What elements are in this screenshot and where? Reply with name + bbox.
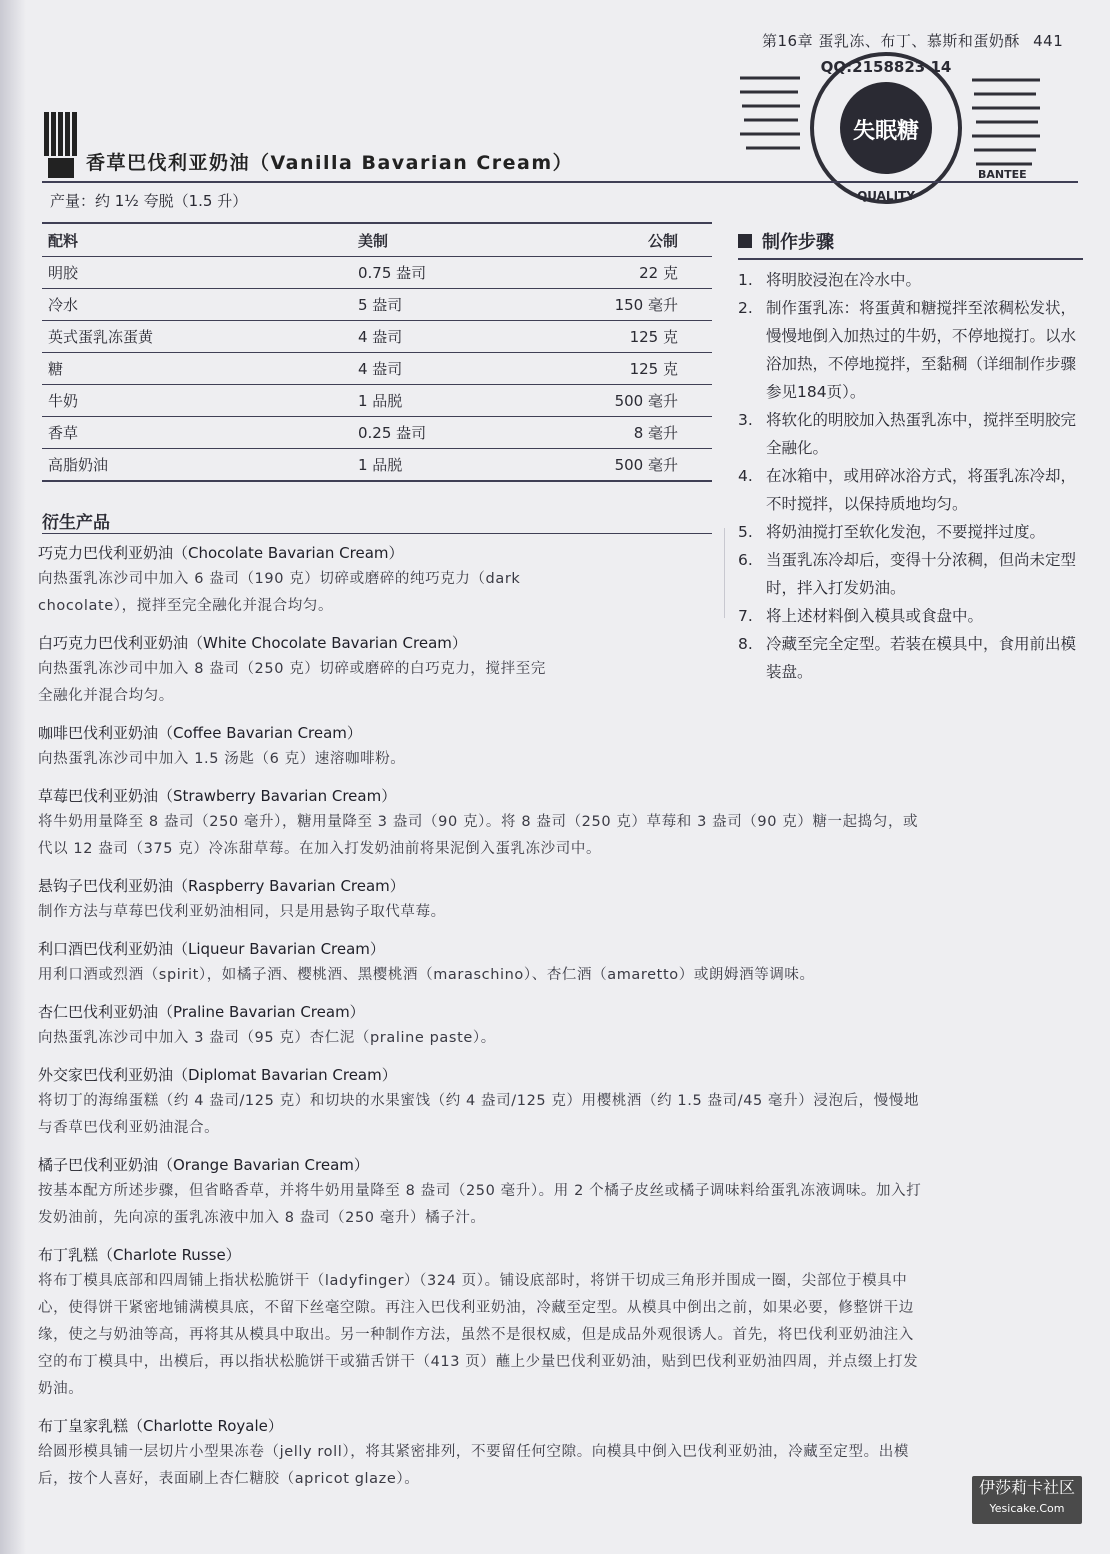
- table-row: [42, 449, 712, 480]
- watermark-line-1: 伊莎莉卡社区: [978, 1478, 1075, 1497]
- procedure-step: [738, 406, 1083, 462]
- square-bullet-icon: [738, 234, 752, 248]
- chef-hat-icon: [42, 112, 82, 180]
- variation-description: 将牛奶用量降至 8 盎司（250 毫升），糖用量降至 3 盎司（90 克）。将 8 盎司（250 克）草莓和 3 盎司（90 克）糖一起捣匀，或代以 12 盎司（375 克）冷冻甜草莓。在加入打发奶油前将果泥倒入蛋乳冻沙司中。: [38, 814, 919, 857]
- variation-title: 橘子巴伐利亚奶油（Orange Bavarian Cream）: [38, 1156, 369, 1174]
- variations-rule: [42, 533, 712, 534]
- variation-item: [38, 783, 928, 863]
- procedure-step: [738, 294, 1083, 406]
- variation-description: 将切丁的海绵蛋糕（约 4 盎司/125 克）和切块的水果蜜饯（约 4 盎司/125 克）用樱桃酒（约 1.5 盎司/45 毫升）浸泡后，慢慢地与香草巴伐利亚奶油混合。: [38, 1093, 920, 1136]
- step-number: 1.: [738, 271, 753, 289]
- variation-title: 巧克力巴伐利亚奶油（Chocolate Bavarian Cream）: [38, 544, 404, 562]
- us-measure: 0.75 盎司: [358, 264, 427, 282]
- metric-measure: 125 克: [629, 360, 678, 378]
- table-row: [42, 289, 712, 321]
- page-number: 441: [1033, 32, 1064, 50]
- procedure-heading-text: 制作步骤: [762, 232, 834, 253]
- variation-item: [38, 873, 928, 926]
- step-text: 将上述材料倒入模具或食盘中。: [766, 607, 984, 625]
- variation-title: 白巧克力巴伐利亚奶油（White Chocolate Bavarian Cream）: [38, 634, 467, 652]
- step-number: 8.: [738, 635, 753, 653]
- variation-title: 外交家巴伐利亚奶油（Diplomat Bavarian Cream）: [38, 1066, 397, 1084]
- variation-description: 给圆形模具铺一层切片小型果冻卷（jelly roll），将其紧密排列，不要留任何空隙。向模具中倒入巴伐利亚奶油，冷藏至定型。出模后，按个人喜好，表面刷上杏仁糖胶（apricot glaze）。: [38, 1444, 909, 1487]
- step-text: 将明胶浸泡在冷水中。: [766, 271, 922, 289]
- variation-title: 草莓巴伐利亚奶油（Strawberry Bavarian Cream）: [38, 787, 397, 805]
- stamp-ring-text: QQ:2158823 14: [820, 58, 952, 76]
- variation-title: 利口酒巴伐利亚奶油（Liqueur Bavarian Cream）: [38, 940, 385, 958]
- variation-title: 布丁乳糕（Charlote Russe）: [38, 1246, 241, 1264]
- procedure-step: [738, 266, 1083, 294]
- variation-item: [38, 1152, 928, 1232]
- step-number: 4.: [738, 467, 753, 485]
- table-row: [42, 321, 712, 353]
- table-row: [42, 417, 712, 449]
- variation-item: [38, 1062, 928, 1142]
- site-watermark: [972, 1476, 1082, 1524]
- variation-item: [38, 540, 928, 620]
- variation-description: 向热蛋乳冻沙司中加入 6 盎司（190 克）切碎或磨碎的纯巧克力（dark chocolate），搅拌至完全融化并混合均匀。: [38, 571, 521, 614]
- variation-title: 布丁皇家乳糕（Charlotte Royale）: [38, 1417, 283, 1435]
- variation-item: [38, 999, 928, 1052]
- step-text: 冷藏至完全定型。若装在模具中，食用前出模装盘。: [766, 635, 1077, 681]
- variation-title: 咖啡巴伐利亚奶油（Coffee Bavarian Cream）: [38, 724, 362, 742]
- ingredient-name: 糖: [48, 360, 64, 378]
- stamp-center-text: 失眠糖: [852, 119, 920, 144]
- metric-measure: 8 毫升: [633, 424, 678, 442]
- recipe-title: 香草巴伐利亚奶油（Vanilla Bavarian Cream）: [86, 152, 574, 174]
- step-text: 当蛋乳冻冷却后，变得十分浓稠，但尚未定型时，拌入打发奶油。: [766, 551, 1077, 597]
- step-text: 制作蛋乳冻：将蛋黄和糖搅拌至浓稠松发状，慢慢地倒入加热过的牛奶，不停地搅打。以水浴加热，不停地搅拌，至黏稠（详细制作步骤参见184页）。: [766, 299, 1077, 401]
- table-row: [42, 353, 712, 385]
- ingredient-name: 香草: [48, 424, 79, 442]
- ingredient-name: 牛奶: [48, 392, 79, 410]
- step-text: 将奶油搅打至软化发泡，不要搅拌过度。: [766, 523, 1046, 541]
- ingredient-name: 冷水: [48, 296, 79, 314]
- column-header: 公制: [647, 231, 678, 250]
- us-measure: 4 盎司: [358, 360, 403, 378]
- column-header: 美制: [358, 231, 389, 250]
- metric-measure: 500 毫升: [614, 456, 678, 474]
- ingredient-name: 明胶: [48, 264, 79, 282]
- metric-measure: 150 毫升: [614, 296, 678, 314]
- variation-description: 用利口酒或烈酒（spirit），如橘子酒、樱桃酒、黑樱桃酒（maraschino）、杏仁酒（amaretto）或朗姆酒等调味。: [38, 967, 815, 983]
- step-number: 2.: [738, 299, 753, 317]
- step-number: 7.: [738, 607, 753, 625]
- variation-item: [38, 936, 928, 989]
- variation-title: 悬钩子巴伐利亚奶油（Raspberry Bavarian Cream）: [38, 877, 405, 895]
- postmark-stamp: [740, 50, 1040, 220]
- variations-list: [38, 540, 928, 1503]
- ingredients-table: [42, 222, 712, 482]
- stamp-bottom-text: QUALITY: [857, 189, 915, 203]
- title-rule: [42, 181, 1078, 183]
- variation-item: [38, 1413, 928, 1493]
- step-text: 将软化的明胶加入热蛋乳冻中，搅拌至明胶完全融化。: [766, 411, 1077, 457]
- us-measure: 1 品脱: [358, 392, 403, 410]
- variation-item: [38, 1242, 928, 1403]
- procedure-heading: [738, 228, 1083, 260]
- variation-item: [38, 630, 928, 710]
- step-number: 6.: [738, 551, 753, 569]
- table-row: [42, 257, 712, 289]
- table-header-row: [42, 224, 712, 257]
- procedure-step: [738, 462, 1083, 518]
- variations-heading: 衍生产品: [42, 513, 110, 533]
- us-measure: 1 品脱: [358, 456, 403, 474]
- column-header: 配料: [48, 231, 79, 250]
- us-measure: 0.25 盎司: [358, 424, 427, 442]
- step-text: 在冰箱中，或用碎冰浴方式，将蛋乳冻冷却，不时搅拌，以保持质地均匀。: [766, 467, 1077, 513]
- chapter-title: 第16章 蛋乳冻、布丁、慕斯和蛋奶酥: [762, 32, 1020, 50]
- ingredient-name: 高脂奶油: [48, 456, 109, 474]
- variation-description: 将布丁模具底部和四周铺上指状松脆饼干（ladyfinger）（324 页）。铺设底部时，将饼干切成三角形并围成一圈，尖部位于模具中心，使得饼干紧密地铺满模具底，不留下丝毫空隙。再注入巴伐利亚奶油，冷藏至定型。从模具中倒出之前，如果必要，修整饼干边缘，使之与奶油等高，再将其从模具中取出。另一种制作方法，虽然不是很权威，但是成品外观很诱人。首先，将巴伐利亚奶油注入空的布丁模具中，出模后，再以指状松脆饼干或猫舌饼干（413 页）蘸上少量巴伐利亚奶油，贴到巴伐利亚奶油四周，并点缀上打发奶油。: [38, 1273, 919, 1397]
- watermark-line-2: Yesicake.Com: [989, 1502, 1065, 1515]
- running-header: [762, 30, 1063, 51]
- variation-description: 制作方法与草莓巴伐利亚奶油相同，只是用悬钩子取代草莓。: [38, 904, 446, 920]
- recipe-yield: 产量：约 1½ 夸脱（1.5 升）: [50, 192, 248, 210]
- step-number: 3.: [738, 411, 753, 429]
- us-measure: 5 盎司: [358, 296, 403, 314]
- ingredient-name: 英式蛋乳冻蛋黄: [48, 328, 154, 346]
- metric-measure: 22 克: [639, 264, 678, 282]
- variation-description: 向热蛋乳冻沙司中加入 3 盎司（95 克）杏仁泥（praline paste）。: [38, 1030, 496, 1046]
- variation-description: 向热蛋乳冻沙司中加入 8 盎司（250 克）切碎或磨碎的白巧克力，搅拌至完全融化并混合均匀。: [38, 661, 546, 704]
- step-number: 5.: [738, 523, 753, 541]
- metric-measure: 125 克: [629, 328, 678, 346]
- variation-title: 杏仁巴伐利亚奶油（Praline Bavarian Cream）: [38, 1003, 365, 1021]
- us-measure: 4 盎司: [358, 328, 403, 346]
- variation-item: [38, 720, 928, 773]
- page-gutter-shadow: [0, 0, 26, 1554]
- variation-description: 向热蛋乳冻沙司中加入 1.5 汤匙（6 克）速溶咖啡粉。: [38, 751, 406, 767]
- variation-description: 按基本配方所述步骤，但省略香草，并将牛奶用量降至 8 盎司（250 毫升）。用 2 个橘子皮丝或橘子调味料给蛋乳冻液调味。加入打发奶油前，先向凉的蛋乳冻液中加入 8 盎司（250 毫升）橘子汁。: [38, 1183, 922, 1226]
- metric-measure: 500 毫升: [614, 392, 678, 410]
- table-row: [42, 385, 712, 417]
- stamp-side-text: BANTEE: [978, 168, 1027, 181]
